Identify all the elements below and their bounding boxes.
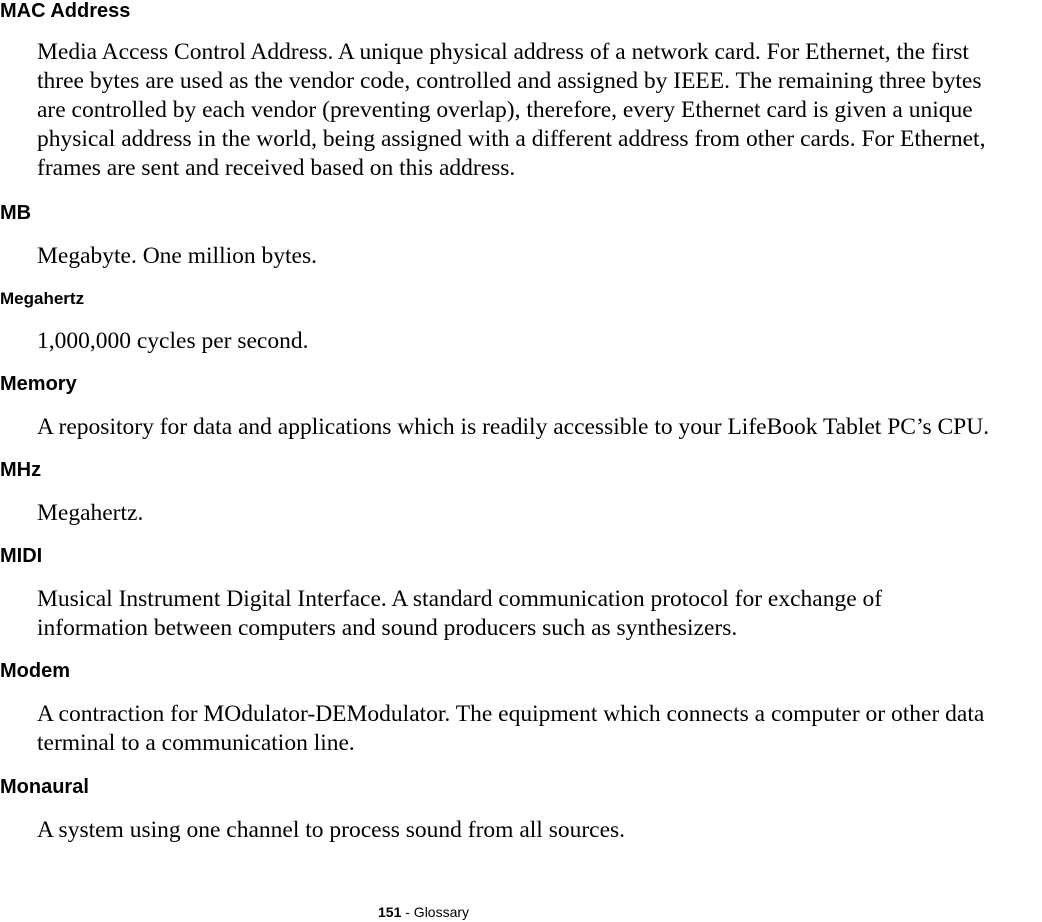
definition-line: information between computers and sound producers such as synthesizers. [37, 615, 738, 641]
definition-line: terminal to a communication line. [37, 730, 355, 756]
term-megahertz: Megahertz [0, 289, 85, 308]
definition-line: Media Access Control Address. A unique physical address of a network card. For Ethernet, the first [37, 39, 969, 65]
definition-line: Megabyte. One million bytes. [37, 243, 317, 269]
term-mac-address: MAC Address [0, 0, 131, 22]
definition-mac-address [37, 38, 1042, 183]
page-footer [378, 904, 469, 920]
definition-line: A repository for data and applications which is readily accessible to your LifeBook Tablet PC’s CPU. [37, 414, 990, 440]
term-mb: MB [0, 202, 32, 224]
definition-line: three bytes are used as the vendor code, controlled and assigned by IEEE. The remaining three bytes [37, 68, 982, 94]
term-monaural: Monaural [0, 776, 89, 798]
definition-line: A contraction for MOdulator-DEModulator. The equipment which connects a computer or other data [37, 701, 985, 727]
definition-modem [37, 700, 1042, 758]
term-memory: Memory [0, 373, 77, 395]
term-modem: Modem [0, 660, 70, 682]
definition-monaural [37, 816, 1042, 845]
definition-mhz [37, 499, 1042, 528]
page-number: 151 [378, 904, 402, 920]
definition-memory [37, 413, 1042, 442]
term-midi: MIDI [0, 545, 43, 567]
definition-megahertz [37, 327, 1042, 356]
definition-line: frames are sent and received based on this address. [37, 155, 516, 181]
definition-line: 1,000,000 cycles per second. [37, 328, 309, 354]
definition-mb [37, 242, 1042, 271]
definition-line: A system using one channel to process sound from all sources. [37, 817, 626, 843]
footer-section: - Glossary [401, 904, 470, 920]
definition-midi [37, 585, 1042, 643]
definition-line: Musical Instrument Digital Interface. A standard communication protocol for exchange of [37, 586, 883, 612]
definition-line: Megahertz. [37, 500, 144, 526]
definition-line: are controlled by each vendor (preventing overlap), therefore, every Ethernet card is given a unique [37, 97, 973, 123]
definition-line: physical address in the world, being assigned with a different address from other cards. For Ethernet, [37, 126, 986, 152]
term-mhz: MHz [0, 459, 42, 481]
